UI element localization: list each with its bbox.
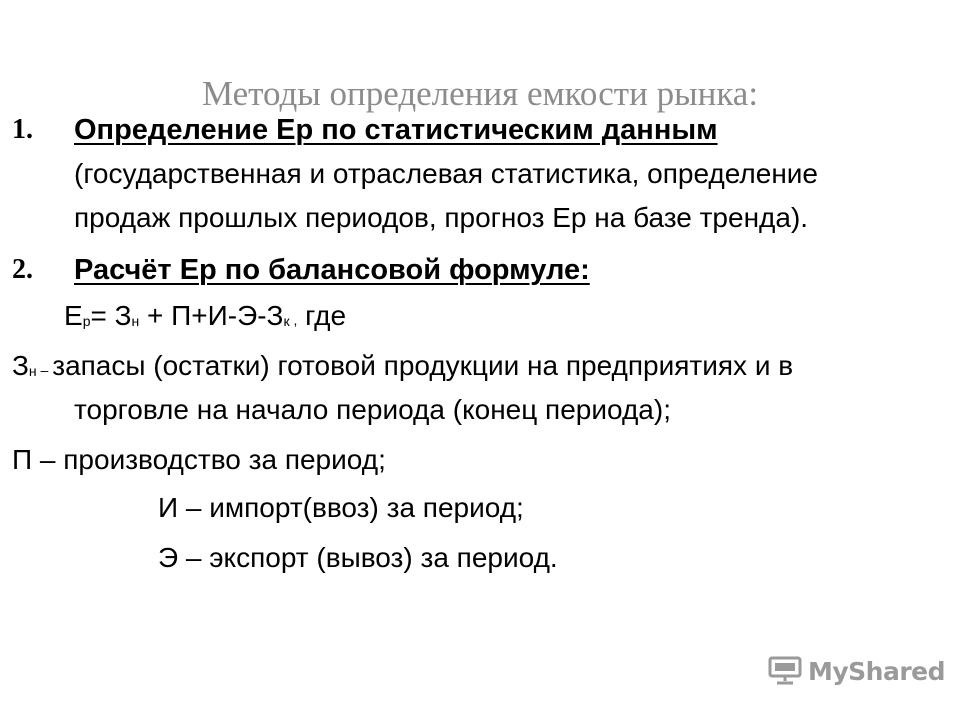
formula-middle: + П+И-Э-З <box>139 300 284 331</box>
watermark-text: MyShared <box>808 656 946 686</box>
item-1-text-line-1: (государственная и отраслевая статистика, определение <box>74 158 818 189</box>
formula-comma: , <box>289 312 298 328</box>
def-zn-text-1: запасы (остатки) готовой продукции на предприятиях и в <box>52 350 794 381</box>
def-zn-letter: З <box>12 350 29 381</box>
formula-eq: = З <box>90 300 132 331</box>
item-1-number: 1. <box>12 114 33 145</box>
item-2-number: 2. <box>12 254 33 285</box>
formula-e-sub: р <box>82 313 91 329</box>
item-2-heading: Расчёт Ер по балансовой формуле: <box>74 254 590 286</box>
def-p: П – производство за период; <box>12 444 386 475</box>
def-e: Э – экспорт (вывоз) за период. <box>158 542 558 573</box>
formula-where: где <box>297 300 347 331</box>
item-1-heading: Определение Ер по статистическим данным <box>74 114 718 146</box>
watermark <box>768 656 945 686</box>
balance-formula <box>64 302 346 330</box>
def-zn-line-1 <box>12 352 793 380</box>
formula-e: Е <box>64 300 83 331</box>
slide-title: Методы определения емкости рынка: <box>201 74 759 113</box>
def-zn-line-2: торговле на начало периода (конец периода); <box>74 394 671 425</box>
def-i: И – импорт(ввоз) за период; <box>158 492 524 523</box>
def-zn-dash: – <box>36 362 53 378</box>
formula-zk-sub: к <box>283 313 290 329</box>
item-1-text-line-2: продаж прошлых периодов, прогноз Ер на базе тренда). <box>74 202 809 233</box>
formula-zn-sub: н <box>131 313 140 329</box>
def-zn-sub: н <box>28 363 37 379</box>
projector-screen-icon <box>768 656 802 686</box>
